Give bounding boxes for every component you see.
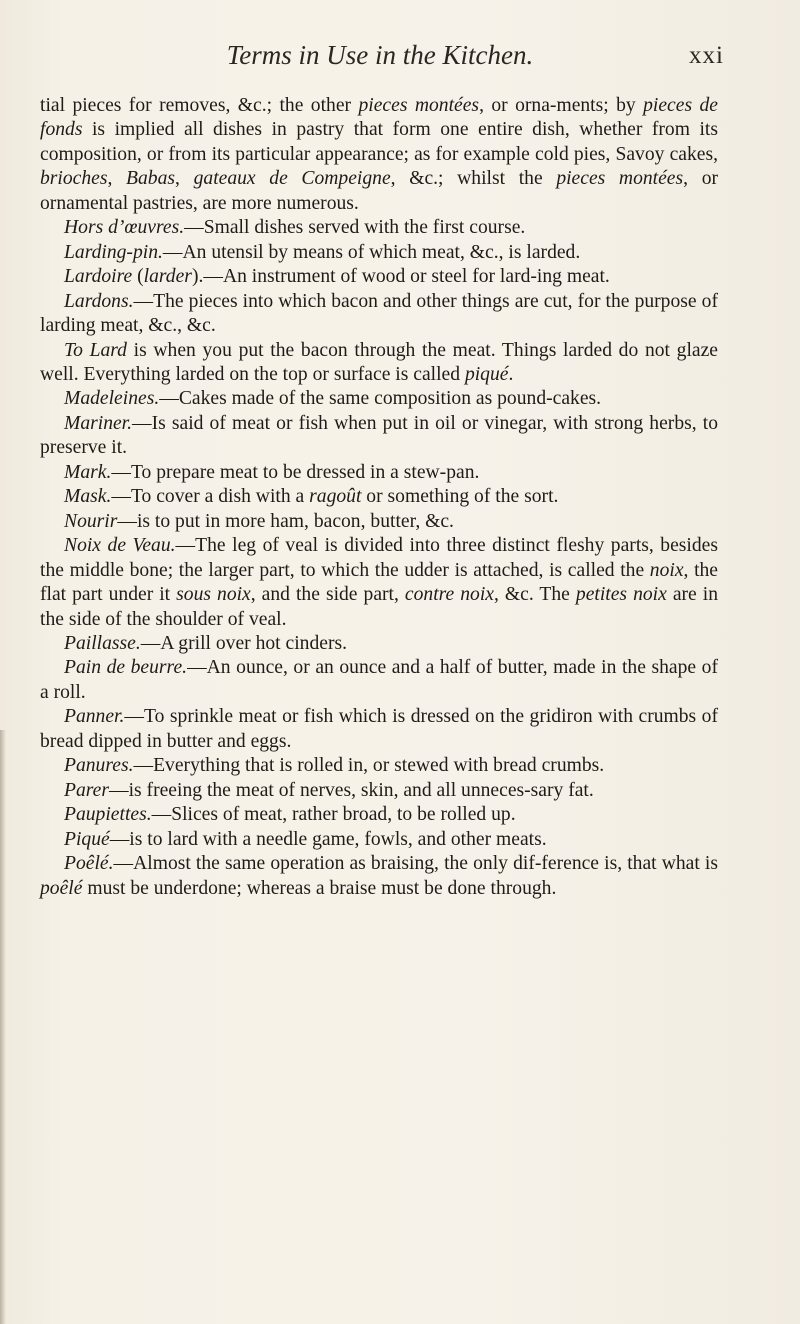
entry-term: Madeleines. [64,388,160,410]
entry-text: , or ornamental pastries, are more numerous. [40,168,719,214]
entry-term: Panures. [64,755,134,777]
italic-term: contre noix [404,584,494,606]
glossary-entry [40,485,718,509]
italic-term: gateaux de Compeigne [193,168,391,190]
glossary-entry [40,510,718,534]
entry-text: ).—An instrument of wood or steel for lard-ing meat. [191,266,610,288]
italic-term: brioches [40,168,108,190]
glossary-entry [40,534,718,632]
glossary-entry [40,803,718,827]
entry-text: , [107,168,127,190]
entry-term: Panner. [64,706,125,728]
glossary-entry [40,852,718,901]
entry-term: To Lard [64,339,127,361]
entry-text: —is to lard with a needle game, fowls, and other meats. [109,828,547,850]
entry-text: , and the side part, [250,584,405,606]
entry-term: Paupiettes. [64,804,152,826]
italic-term: pieces de fonds [40,95,718,141]
entry-text: , &c. The [494,584,576,606]
italic-term: poêlé [40,877,83,899]
entry-text: is implied all dishes in pastry that form one entire dish, whether from its composition, or from its particular appearance; as for example cold pies, Savoy cakes, [40,119,718,165]
entry-term: Lardons. [64,290,134,312]
glossary-entry [40,828,718,852]
entry-text: —Slices of meat, rather broad, to be rolled up. [151,804,516,826]
glossary-entry [40,412,718,461]
glossary-entry [40,265,718,289]
continued-paragraph [40,94,718,216]
entry-text: are in the side of the shoulder of veal. [40,584,719,630]
entry-term: Pain de beurre. [64,657,188,679]
entry-term: Nourir [64,510,118,532]
entry-term: Parer [64,779,109,801]
italic-term: ragoût [309,486,362,508]
entry-text: —Is said of meat or fish when put in oil or vinegar, with strong herbs, to preserve it. [40,412,718,459]
entry-text: tial pieces for removes, &c.; the other [40,95,359,116]
entry-text: —The leg of veal is divided into three distinct fleshy parts, besides the middle bone; the larger part, to which the udder is attached, is called the [40,535,718,581]
glossary-entry [40,461,718,485]
italic-term: noix [649,559,684,581]
italic-term: pieces montées [556,168,684,190]
entry-text: —An utensil by means of which meat, &c., is larded. [162,241,581,263]
page-number: xxi [689,42,724,69]
entry-text: , &c.; whilst the [390,168,557,190]
entry-text: —Cakes made of the same composition as pound-cakes. [159,388,602,410]
italic-term: piqué [464,363,509,385]
entry-text: —is to put in more ham, bacon, butter, &c. [117,510,454,532]
glossary-entry [40,632,718,656]
glossary-entry [40,241,718,265]
entry-term: Noix de Veau. [64,535,176,557]
italic-term: pieces montées [358,95,480,116]
entry-term: Paillasse. [64,632,141,654]
entry-text: is when you put the bacon through the meat. Things larded do not glaze well. Everything larded on the top or surface is called [40,339,718,385]
entry-text: , [175,168,194,190]
entry-text: —Small dishes served with the first course. [184,217,526,239]
glossary-entry [40,216,718,240]
entry-text: . [508,363,514,385]
entry-term: Hors d’œuvres. [64,217,185,239]
glossary-entry [40,754,718,778]
entry-text: ( [132,266,144,288]
entry-text: —Everything that is rolled in, or stewed with bread crumbs. [133,755,605,777]
glossary-entry [40,387,718,411]
entry-text: —To sprinkle meat or fish which is dressed on the gridiron with crumbs of bread dipped in butter and eggs. [40,706,718,752]
entry-term: Mask. [64,486,112,508]
glossary-entry [40,705,718,754]
entry-text: , the flat part under it [40,559,719,606]
entry-term: Lardoire [64,266,133,288]
page-header [40,40,724,80]
entry-text: —is freeing the meat of nerves, skin, and all unneces-sary fat. [109,779,594,801]
entry-text: or something of the sort. [361,486,559,508]
entry-text: —A grill over hot cinders. [140,632,347,654]
glossary-entry [40,779,718,803]
italic-term: petites noix [575,584,667,606]
italic-term: Babas [126,168,176,190]
binding-gutter-shadow [0,730,6,1324]
entry-text: must be underdone; whereas a braise must be done through. [82,877,557,899]
entry-text: , or orna-ments; by [479,95,644,116]
running-title: Terms in Use in the Kitchen. [226,40,534,70]
italic-term: sous noix [176,584,251,606]
glossary-entry [40,290,718,339]
glossary-body [40,94,718,901]
entry-term: Piqué [64,828,110,850]
entry-term: Poêlé. [64,853,114,875]
entry-text: —An ounce, or an ounce and a half of butter, made in the shape of a roll. [40,657,718,703]
glossary-entry [40,339,718,388]
glossary-entry [40,656,718,705]
entry-term: Larding-pin. [64,241,163,263]
entry-term: Mariner. [64,412,133,434]
entry-text: —Almost the same operation as braising, the only dif-ference is, that what is [113,853,718,875]
entry-term: Mark. [64,461,112,483]
entry-text: —To prepare meat to be dressed in a stew-pan. [111,461,480,483]
entry-text: —To cover a dish with a [111,486,310,508]
italic-term: larder [143,266,192,288]
entry-text: —The pieces into which bacon and other things are cut, for the purpose of larding meat, &c., &c. [40,290,718,337]
